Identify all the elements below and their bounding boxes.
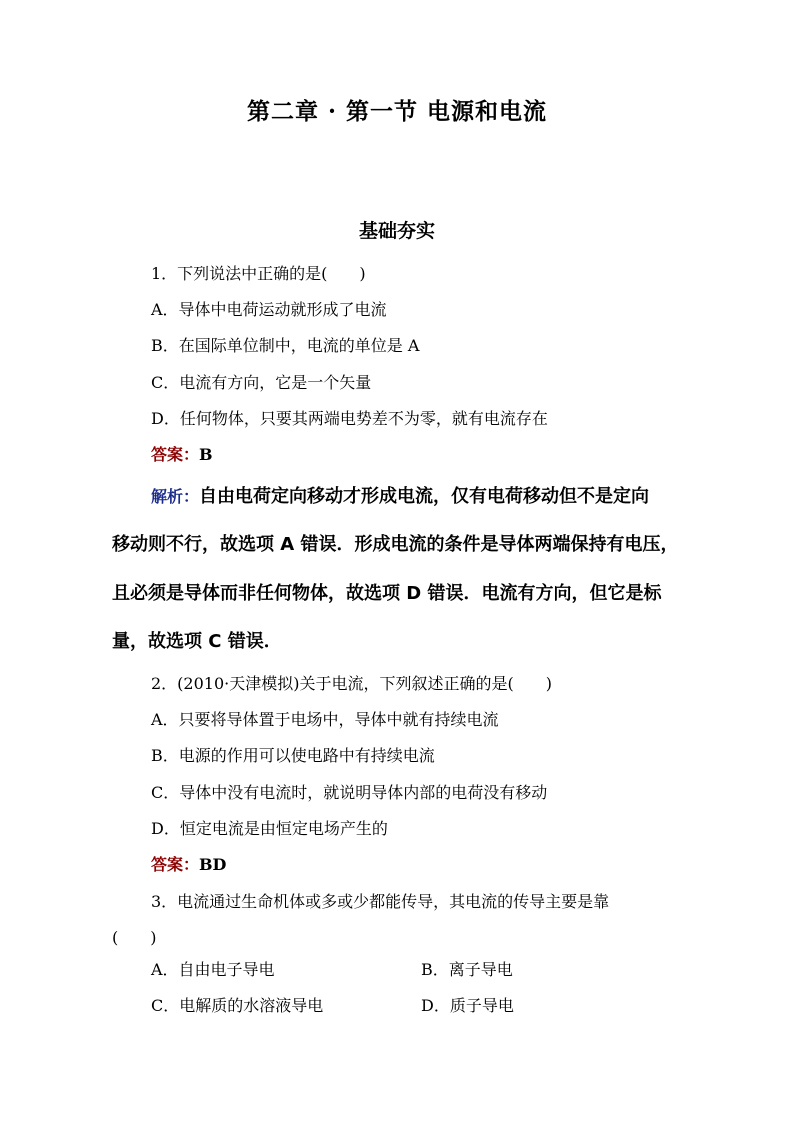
q1-analysis-line-4: 量，故选项 C 错误． <box>112 631 282 652</box>
q1-answer <box>151 442 213 465</box>
q3-option-c: C．电解质的水溶液导电 <box>151 996 324 1015</box>
q3-option-b: B．离子导电 <box>421 960 513 979</box>
question-1-stem: 1．下列说法中正确的是( ) <box>151 264 366 283</box>
q1-analysis-line-2: 移动则不行，故选项 A 错误．形成电流的条件是导体两端保持有电压， <box>112 534 679 555</box>
q2-option-d: D．恒定电流是由恒定电场产生的 <box>151 819 388 838</box>
q1-option-c: C．电流有方向，它是一个矢量 <box>151 373 372 392</box>
q2-option-c: C．导体中没有电流时，就说明导体内部的电荷没有移动 <box>151 783 548 802</box>
question-3-stem-continued: ( ) <box>112 928 157 947</box>
q1-analysis-line-3: 且必须是导体而非任何物体，故选项 D 错误．电流有方向，但它是标 <box>112 583 662 604</box>
analysis-label: 解析： <box>151 487 200 506</box>
question-2-stem: 2．(2010·天津模拟)关于电流，下列叙述正确的是( ) <box>151 674 552 693</box>
q2-option-b: B．电源的作用可以使电路中有持续电流 <box>151 746 435 765</box>
q1-analysis-line-1 <box>151 482 649 508</box>
answer-label: 答案： <box>151 855 200 874</box>
q3-option-a: A．自由电子导电 <box>151 960 275 979</box>
answer-label: 答案： <box>151 445 200 464</box>
page-title: 第二章 · 第一节 电源和电流 <box>246 98 548 125</box>
answer-value: BD <box>199 855 227 874</box>
answer-value: B <box>199 445 213 464</box>
q1-option-a: A．导体中电荷运动就形成了电流 <box>151 300 387 319</box>
q2-answer <box>151 852 226 875</box>
question-3-stem: 3．电流通过生命机体或多或少都能传导，其电流的传导主要是靠 <box>151 892 610 911</box>
q3-option-d: D．质子导电 <box>421 996 514 1015</box>
q1-option-d: D．任何物体，只要其两端电势差不为零，就有电流存在 <box>151 409 548 428</box>
analysis-text: 自由电荷定向移动才形成电流，仅有电荷移动但不是定向 <box>199 486 650 507</box>
q1-option-b: B．在国际单位制中，电流的单位是 A <box>151 336 420 355</box>
section-heading: 基础夯实 <box>358 220 435 242</box>
q2-option-a: A．只要将导体置于电场中，导体中就有持续电流 <box>151 710 499 729</box>
